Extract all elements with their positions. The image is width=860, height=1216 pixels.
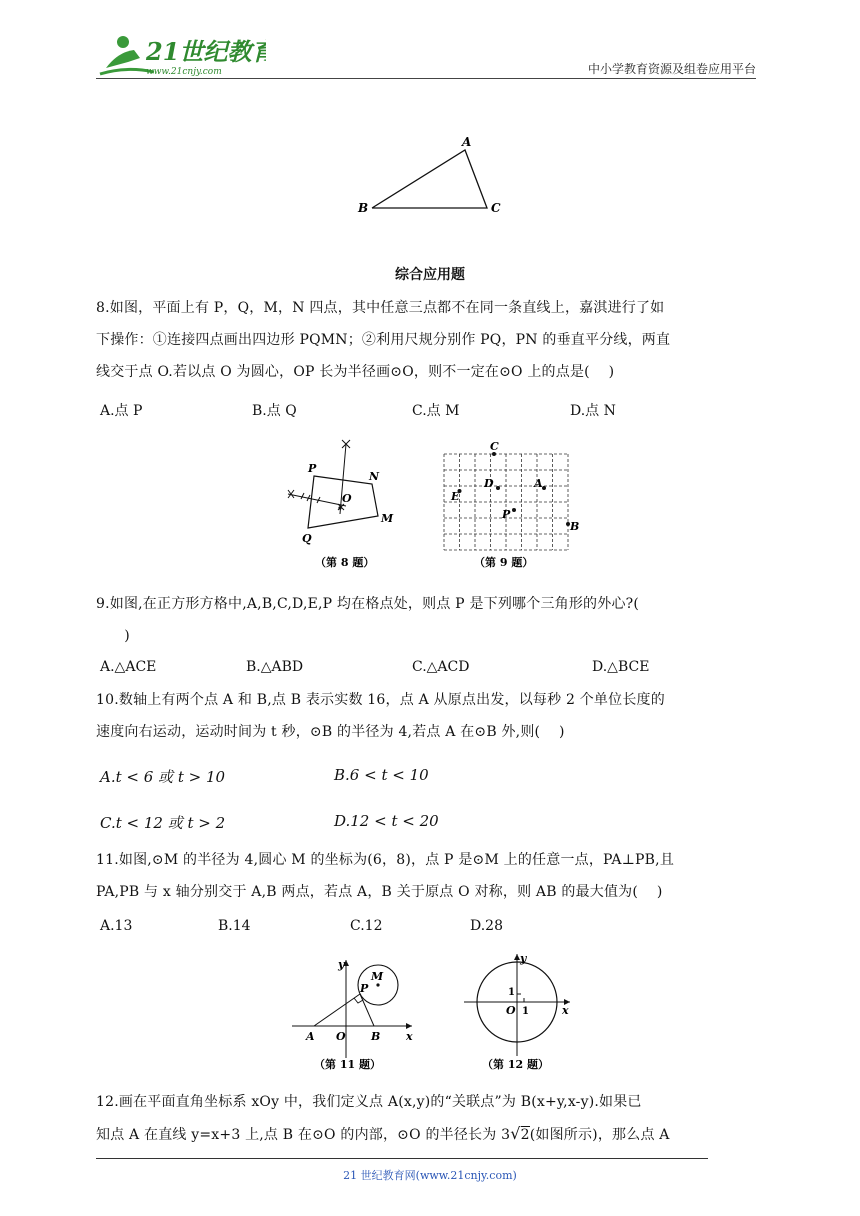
section-title: 综合应用题 bbox=[395, 267, 465, 283]
fig11-label-a: A bbox=[306, 1030, 315, 1043]
q12-sqrt-radicand: 2 bbox=[520, 1127, 530, 1143]
fig12-label-x: x bbox=[562, 1004, 569, 1017]
fig8-label-o: O bbox=[342, 492, 352, 505]
fig9-label-p: P bbox=[502, 508, 511, 521]
fig8-caption: （第 8 题） bbox=[315, 556, 375, 569]
fig11-label-b: B bbox=[371, 1030, 381, 1043]
figure-9 bbox=[432, 438, 582, 572]
q8-option-d[interactable]: D.点 N bbox=[570, 403, 616, 419]
fig8-label-p: P bbox=[308, 462, 317, 475]
q12-line-2-end: (如图所示)，那么点 A bbox=[529, 1127, 670, 1143]
fig11-caption: （第 11 题） bbox=[314, 1058, 381, 1071]
triangle-label-b: B bbox=[358, 201, 369, 215]
q8-line-3: 线交于点 O.若以点 O 为圆心，OP 长为半径画⊙O，则不一定在⊙O 上的点是( ) bbox=[96, 364, 615, 380]
fig12-label-1-x: 1 bbox=[522, 1006, 529, 1017]
question-12 bbox=[96, 1086, 764, 1151]
header-divider bbox=[96, 78, 756, 79]
fig9-label-a: A bbox=[534, 477, 543, 490]
fig12-label-y: y bbox=[520, 952, 527, 965]
footer-divider bbox=[96, 1158, 708, 1159]
fig12-label-1-y: 1 bbox=[508, 987, 515, 998]
logo-graphic bbox=[96, 28, 266, 84]
q9-option-b[interactable]: B.△ABD bbox=[246, 659, 304, 675]
fig8-label-n: N bbox=[369, 470, 380, 483]
fig12-label-o: O bbox=[506, 1004, 516, 1017]
logo-url: www.21cnjy.com bbox=[146, 67, 222, 77]
question-11 bbox=[96, 844, 764, 908]
q9-option-d[interactable]: D.△BCE bbox=[592, 659, 650, 675]
q9-option-c[interactable]: C.△ACD bbox=[412, 659, 470, 675]
fig8-label-q: Q bbox=[302, 532, 312, 545]
triangle-label-a: A bbox=[462, 135, 472, 149]
fig9-label-b: B bbox=[570, 520, 580, 533]
figure-8 bbox=[280, 438, 410, 572]
q9-option-a[interactable]: A.△ACE bbox=[100, 659, 157, 675]
fig8-label-m: M bbox=[381, 512, 394, 525]
q12-line-2-start: 知点 A 在直线 y=x+3 上,点 B 在⊙O 的内部，⊙O 的半径长为 3 bbox=[96, 1127, 511, 1143]
fig11-label-o: O bbox=[336, 1030, 346, 1043]
q8-option-a[interactable]: A.点 P bbox=[100, 403, 143, 419]
q9-line-1: 9.如图,在正方形方格中,A,B,C,D,E,P 均在格点处，则点 P 是下列哪个三角形的外心?( bbox=[96, 596, 640, 612]
triangle-figure bbox=[350, 134, 510, 220]
q9-line-2: ) bbox=[110, 628, 130, 644]
fig11-label-x: x bbox=[406, 1030, 413, 1043]
q10-line-1: 10.数轴上有两个点 A 和 B,点 B 表示实数 16，点 A 从原点出发，以每秒 2 个单位长度的 bbox=[96, 692, 665, 708]
figure-11 bbox=[288, 950, 428, 1074]
q8-line-1: 8.如图，平面上有 P，Q，M，N 四点，其中任意三点都不在同一条直线上，嘉淇进行了如 bbox=[96, 300, 665, 316]
logo bbox=[96, 28, 266, 84]
fig11-label-p: P bbox=[360, 982, 369, 995]
q11-option-c[interactable]: C.12 bbox=[350, 918, 383, 934]
question-9 bbox=[96, 588, 764, 652]
q8-option-c[interactable]: C.点 M bbox=[412, 403, 460, 419]
q11-option-d[interactable]: D.28 bbox=[470, 918, 503, 934]
question-8 bbox=[96, 292, 764, 388]
q8-line-2: 下操作：①连接四点画出四边形 PQMN；②利用尺规分别作 PQ，PN 的垂直平分线，两直 bbox=[96, 332, 671, 348]
logo-text: 21世纪教育 bbox=[146, 37, 266, 66]
fig9-label-c: C bbox=[490, 440, 499, 453]
fig12-caption: （第 12 题） bbox=[482, 1058, 549, 1071]
q12-line-1: 12.画在平面直角坐标系 xOy 中，我们定义点 A(x,y)的“关联点”为 B(x+y,x-y).如果已 bbox=[96, 1094, 642, 1110]
q11-option-a[interactable]: A.13 bbox=[100, 918, 133, 934]
q10-line-2: 速度向右运动，运动时间为 t 秒，⊙B 的半径为 4,若点 A 在⊙B 外,则( ) bbox=[96, 724, 565, 740]
q10-option-c[interactable]: C.t < 12 或 t > 2 bbox=[100, 814, 226, 832]
q11-option-b[interactable]: B.14 bbox=[218, 918, 251, 934]
fig11-label-y: y bbox=[338, 958, 345, 971]
q10-option-b[interactable]: B.6 < t < 10 bbox=[334, 766, 429, 784]
footer-text[interactable]: 21 世纪教育网(www.21cnjy.com) bbox=[343, 1169, 517, 1182]
header-platform-text: 中小学教育资源及组卷应用平台 bbox=[587, 62, 756, 76]
q10-option-d[interactable]: D.12 < t < 20 bbox=[334, 812, 439, 830]
q12-line-2 bbox=[96, 1118, 764, 1151]
q11-line-1: 11.如图,⊙M 的半径为 4,圆心 M 的坐标为(6，8)，点 P 是⊙M 上的任意一点，PA⊥PB,且 bbox=[96, 852, 675, 868]
q11-line-2: PA,PB 与 x 轴分别交于 A,B 两点，若点 A，B 关于原点 O 对称，则 AB 的最大值为( ) bbox=[96, 884, 663, 900]
figure-12 bbox=[458, 950, 588, 1074]
fig9-caption: （第 9 题） bbox=[474, 556, 534, 569]
fig9-label-e: E bbox=[451, 490, 460, 503]
triangle-label-c: C bbox=[491, 201, 501, 215]
fig9-label-d: D bbox=[484, 477, 494, 490]
question-10 bbox=[96, 684, 764, 748]
fig11-label-m: M bbox=[371, 970, 384, 983]
q8-option-b[interactable]: B.点 Q bbox=[252, 403, 297, 419]
q10-option-a[interactable]: A.t < 6 或 t > 10 bbox=[100, 768, 226, 786]
sqrt-sign: √ bbox=[510, 1124, 521, 1143]
